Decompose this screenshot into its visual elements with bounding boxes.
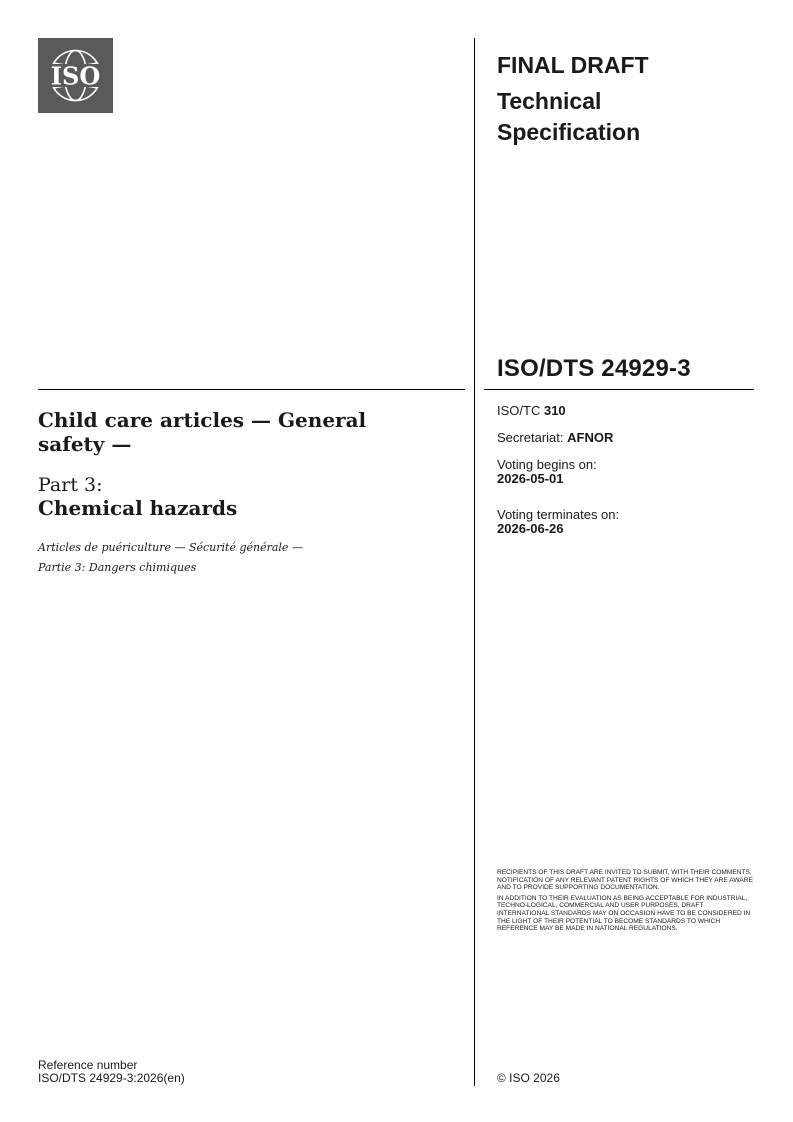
notice-paragraph-1: RECIPIENTS OF THIS DRAFT ARE INVITED TO SUBMIT, WITH THEIR COMMENTS, NOTIFICATION OF ANY RELEVANT PATENT RIGHTS OF WHICH THEY ARE AWARE AND TO PROVIDE SUPPORTING DOCUMENTATION.: [497, 869, 753, 892]
logo-text: ISO: [50, 61, 101, 91]
tc-label: ISO/TC: [497, 403, 541, 418]
tc-value: 310: [543, 403, 566, 418]
french-title: [38, 538, 303, 578]
voting-begins-label: Voting begins on:: [497, 457, 597, 472]
iso-logo: [38, 38, 113, 113]
draft-notice: [497, 869, 757, 936]
secretariat: [497, 431, 613, 445]
voting-terminates: [497, 508, 619, 536]
iso-globe-icon: [38, 38, 113, 113]
left-horizontal-divider: [38, 389, 465, 390]
reference-number: [38, 1059, 185, 1085]
part-number: Part 3:: [38, 474, 103, 496]
document-designation: ISO/DTS 24929-3: [497, 355, 691, 382]
technical-committee: [497, 404, 566, 418]
french-title-line-1: Articles de puériculture — Sécurité générale —: [38, 541, 303, 554]
reference-label: Reference number: [38, 1058, 138, 1072]
main-title: Child care articles — General safety —: [38, 408, 367, 456]
secretariat-value: AFNOR: [567, 430, 614, 445]
voting-begins: [497, 458, 597, 486]
copyright-notice: © ISO 2026: [497, 1071, 560, 1085]
draft-status: FINAL DRAFT: [497, 52, 649, 78]
voting-terminates-label: Voting terminates on:: [497, 507, 620, 522]
part-title: Chemical hazards: [38, 496, 238, 520]
document-type: Technical Specification: [497, 88, 641, 145]
secretariat-label: Secretariat:: [497, 430, 564, 445]
french-title-line-2: Partie 3: Dangers chimiques: [38, 561, 197, 574]
vertical-divider: [474, 38, 475, 1086]
voting-terminates-date: 2026-06-26: [497, 521, 564, 536]
voting-begins-date: 2026-05-01: [497, 471, 564, 486]
reference-value: ISO/DTS 24929-3:2026(en): [38, 1071, 185, 1085]
notice-paragraph-2: IN ADDITION TO THEIR EVALUATION AS BEING ACCEPTABLE FOR INDUSTRIAL, TECHNO-LOGICAL, COMMERCIAL AND USER PURPOSES, DRAFT INTERNATIONAL STANDARDS MAY ON OCCASION HAVE TO BE CONSIDERED IN THE LIGHT OF THEIR POTENTIAL TO BECOME STANDARDS TO WHICH REFERENCE MAY BE MADE IN NATIONAL REGULATIONS.: [497, 894, 751, 933]
right-horizontal-divider: [484, 389, 754, 390]
